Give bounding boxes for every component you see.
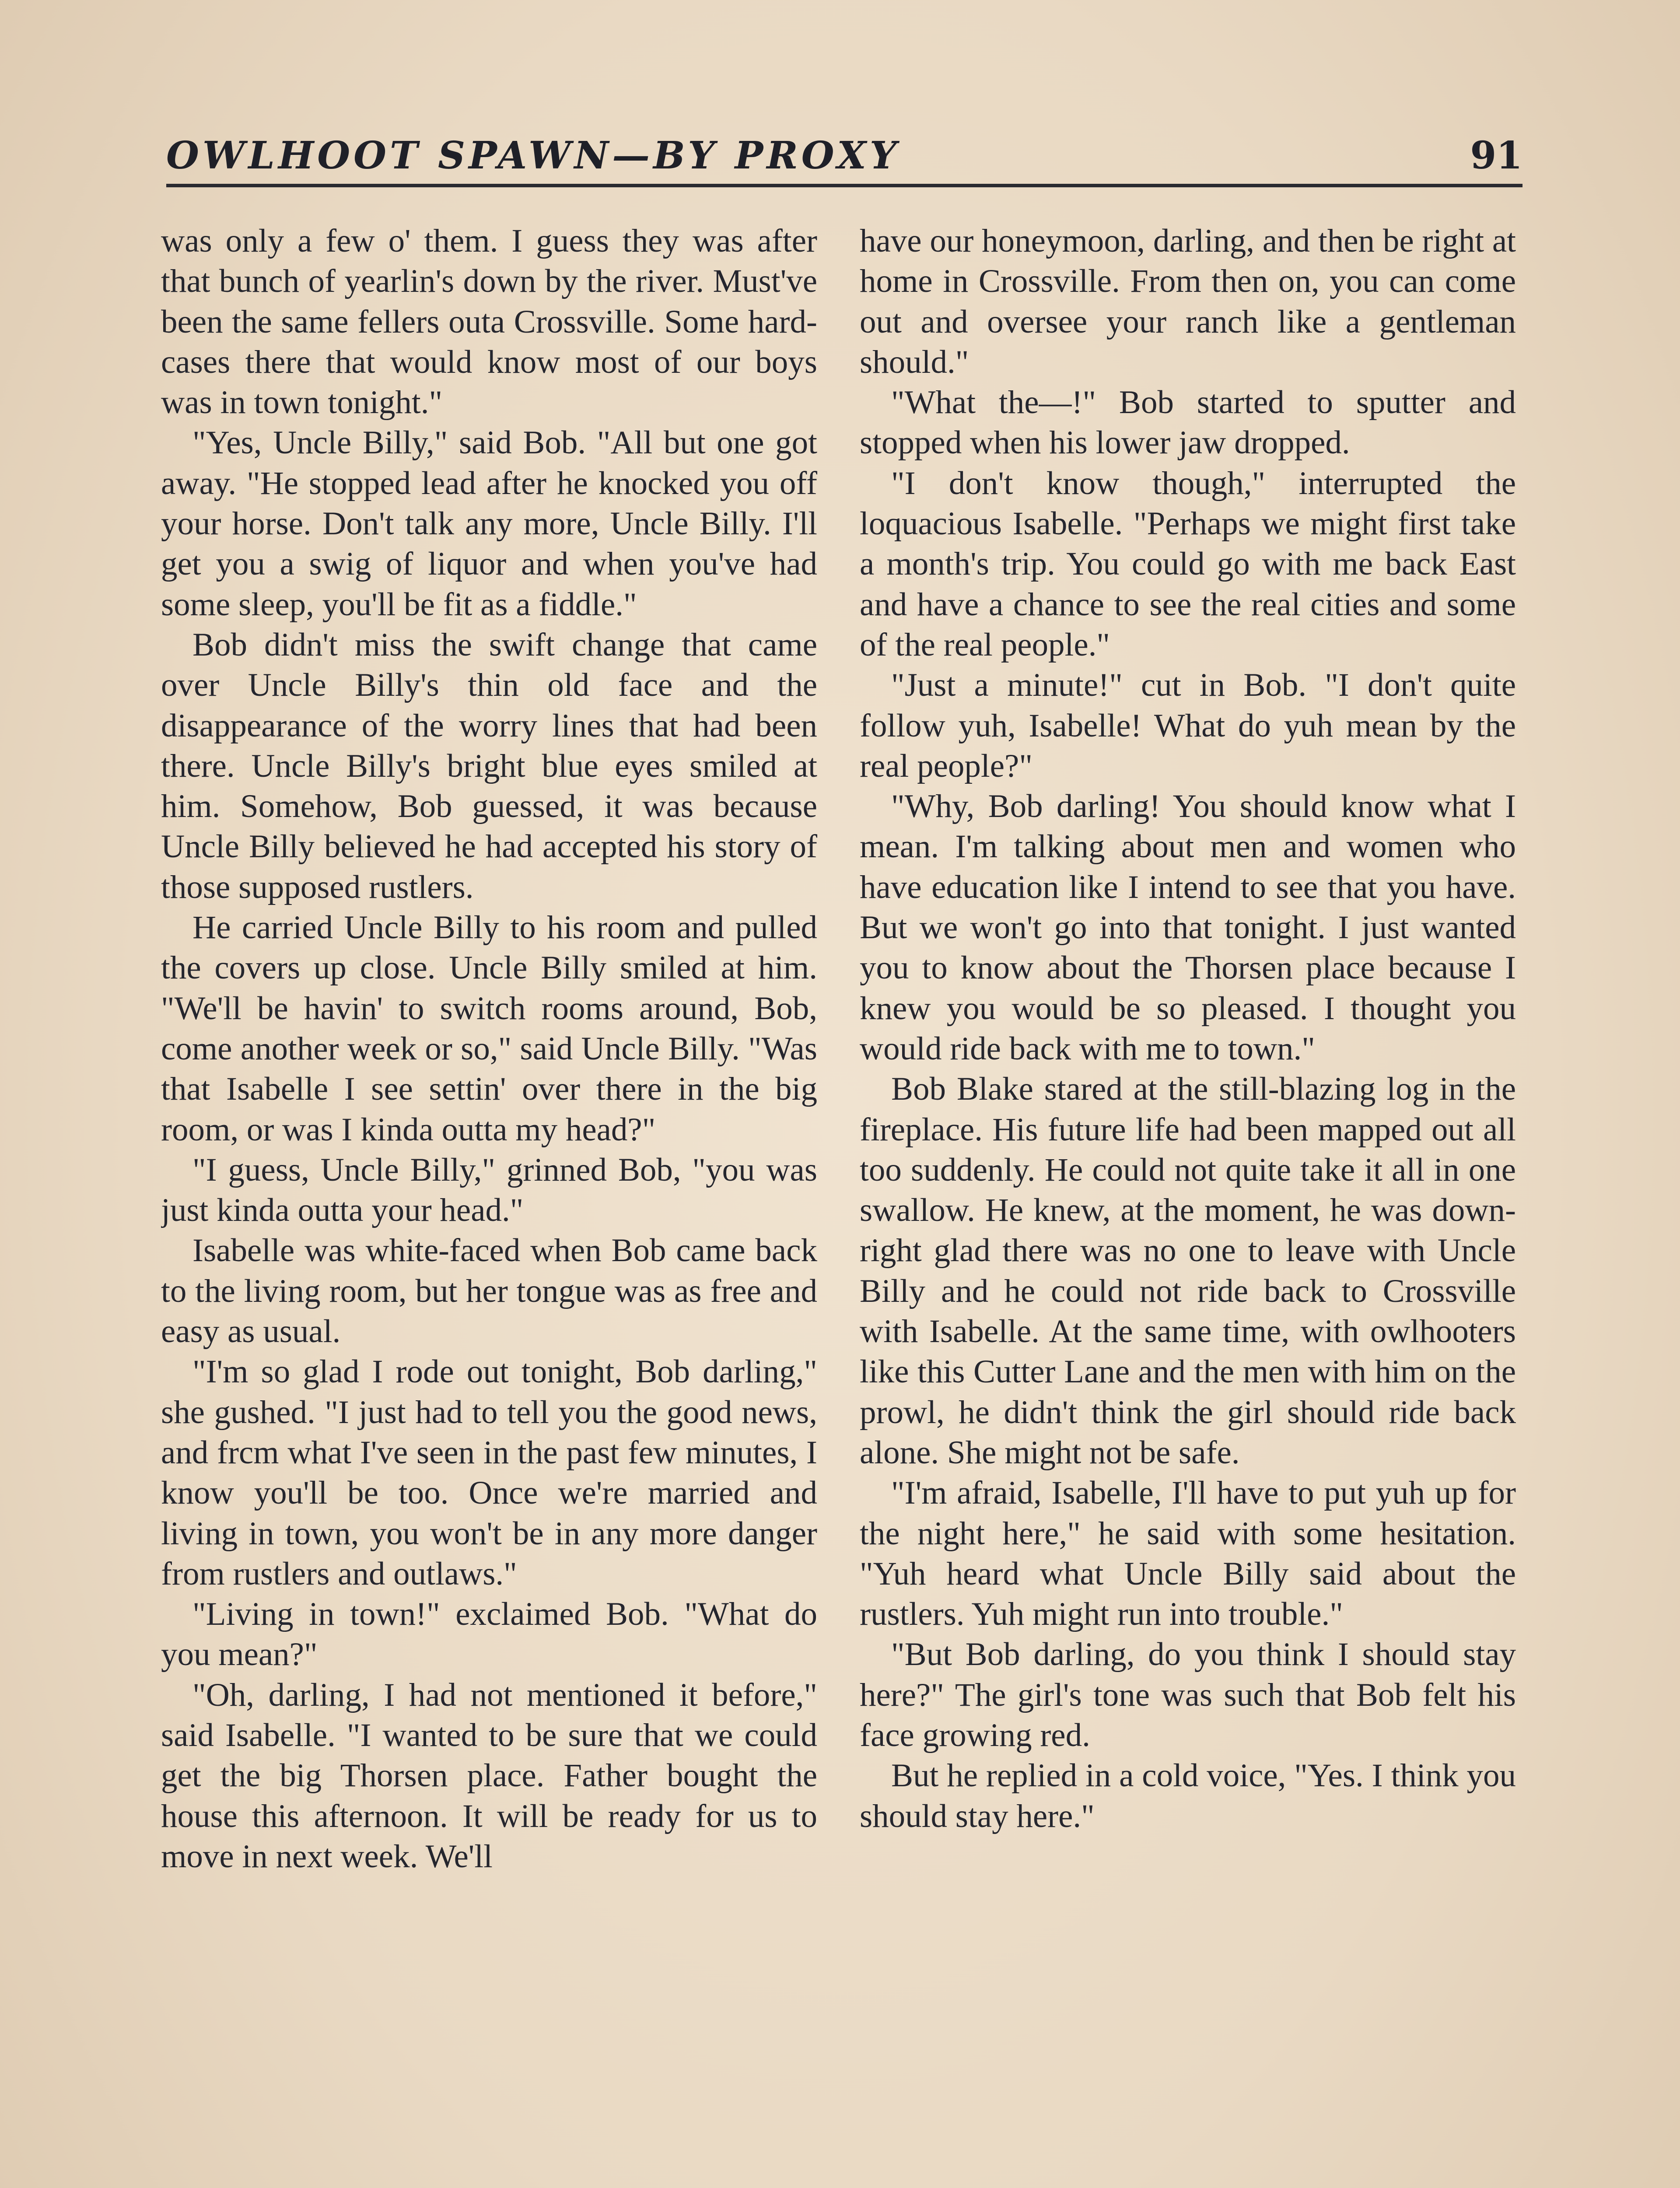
paragraph: "I guess, Uncle Billy," grinned Bob, "you was just kinda outta your head." [161,1151,817,1229]
paragraph: "I don't know though," interrupted the loquacious Isabelle. "Perhaps we might first take a month's trip. You could go with me back East and have a chance to see the real cities and some of the real people." [860,465,1516,663]
paragraph: "Why, Bob darling! You should know what I mean. I'm talking about men and women who have education like I intend to see that you have. But we won't go into that tonight. I just wanted you to know about the Thorsen place because I knew you would be so pleased. I thought you would ride back with me to town." [860,788,1516,1067]
paragraph: He carried Uncle Billy to his room and pulled the covers up close. Uncle Billy smiled at him. "We'll be havin' to switch rooms around, Bob, come another week or so," said Uncle Billy. "Was that Isabelle I see settin' over there in the big room, or was I kinda outta my head?" [161,909,817,1148]
paragraph: have our honeymoon, darling, and then be right at home in Crossville. From then on, you can come out and oversee your ranch like a gentleman should." [860,223,1516,380]
paragraph: "I'm afraid, Isabelle, I'll have to put yuh up for the night here," he said with some hesitation. "Yuh heard what Uncle Billy said about the rustlers. Yuh might run into trouble." [860,1475,1516,1633]
left-column [161,221,817,2188]
running-title: OWLHOOT SPAWN—BY PROXY [166,133,900,178]
paragraph: But he replied in a cold voice, "Yes. I think you should stay here." [860,1757,1516,1834]
paragraph: "I'm so glad I rode out tonight, Bob darling," she gushed. "I just had to tell you the good news, and frcm what I've seen in the past few minutes, I know you'll be too. Once we're married and living in town, you won't be in any more danger from rustlers and outlaws." [161,1353,817,1592]
paragraph: "Yes, Uncle Billy," said Bob. "All but one got away. "He stopped lead after he knocked you off your horse. Don't talk any more, Uncle Billy. I'll get you a swig of liquor and when you've had some sleep, you'll be fit as a fiddle." [161,424,817,623]
paragraph: "What the—!" Bob started to sputter and stopped when his lower jaw dropped. [860,384,1516,461]
paragraph: Bob didn't miss the swift change that came over Uncle Billy's thin old face and the disappearance of the worry lines that had been there. Uncle Billy's bright blue eyes smiled at him. Somehow, Bob guessed, it was because Uncle Billy believed he had accepted his story of those supposed rustlers. [161,626,817,905]
paragraph: "Living in town!" exclaimed Bob. "What do you mean?" [161,1596,817,1673]
paragraph: "But Bob darling, do you think I should stay here?" The girl's tone was such that Bob felt his face growing red. [860,1636,1516,1753]
right-column [860,221,1516,2188]
paragraph: Bob Blake stared at the still-blazing log in the fireplace. His future life had been mapped out all too suddenly. He could not quite take it all in one swallow. He knew, at the moment, he was down-right glad there was no one to leave with Uncle Billy and he could not ride back to Crossville with Isabelle. At the same time, with owlhooters like this Cutter Lane and the men with him on the prowl, he didn't think the girl should ride back alone. She might not be safe. [860,1071,1516,1471]
paragraph: "Oh, darling, I had not mentioned it before," said Isabelle. "I wanted to be sure that we could get the big Thorsen place. Father bought the house this afternoon. It will be ready for us to move in next week. We'll [161,1676,817,1875]
paragraph: "Just a minute!" cut in Bob. "I don't quite follow yuh, Isabelle! What do yuh mean by the real people?" [860,667,1516,784]
page-number: 91 [1470,133,1522,178]
paragraph: Isabelle was white-faced when Bob came back to the living room, but her tongue was as free and easy as usual. [161,1232,817,1350]
running-header [166,118,1522,187]
paragraph: was only a few o' them. I guess they was after that bunch of yearlin's down by the river. Must've been the same fellers outa Crossville. Some hard-cases there that would know most of our boys was in town tonight." [161,223,817,421]
